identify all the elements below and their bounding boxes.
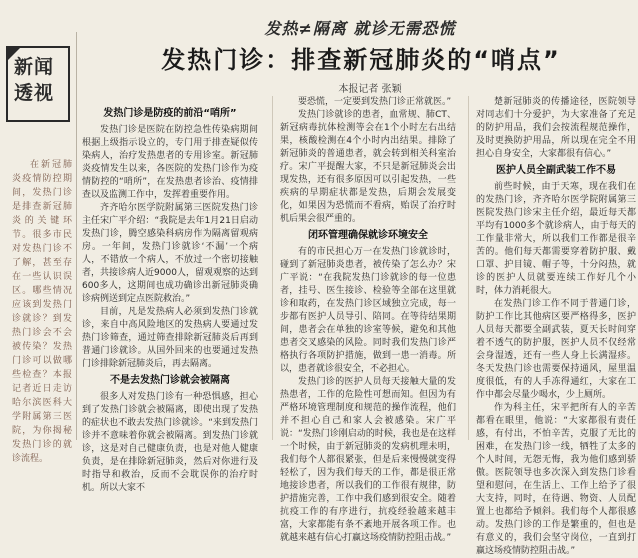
kicker-title: 发热≠隔离 就诊无需恐慌 <box>264 19 456 38</box>
left-rail <box>4 32 77 464</box>
paragraph: 作为科主任，宋平把所有人的辛苦都看在眼里，他说：“大家都很有责任感，有付出，不怕辛苦，克服了无比的困难，在发热门诊一线，牺牲了太多的个人时间，无怨无悔，我为他们感到骄傲。医院领导也多次深入到发热门诊看望和慰问，在生活上、工作上给予了很大支持，同时，在待遇、物资、人员配置上也都给予倾斜。我们每个人都很感动。发热门诊的工作是繁重的，但也是有意义的，我们会坚守岗位，一直到打赢这场疫情防控阻击战。” <box>476 403 636 556</box>
paragraph: 前些时候，由于天寒，现在我们在的发热门诊，齐齐哈尔医学院附属第三医院发热门诊宋主任介绍，最近每天都平均有1000多个就诊病人，由于每天的工作量非常大，所以我们工作都是很辛苦的。他们每天都需要穿着防护服、戴口罩、护目镜、帽子等，十分闷热，就诊的医护人员就要连续工作好几个小时，体力消耗很大。 <box>476 182 636 296</box>
rail-summary: 在新冠肺炎疫情防控期间，发热门诊是排查新冠肺炎的关键环节。很多市民对发热门诊不了解，甚至存在一些认识误区。哪些情况应该到发热门诊就诊？到发热门诊会不会被传染？发热门诊可以做哪些检查？本报记者近日走访哈尔滨医科大学附属第三医院，为你揭秘发热门诊的就诊流程。 <box>12 160 72 464</box>
section-badge <box>6 46 70 122</box>
badge-line-2: 透视 <box>14 82 55 104</box>
subheading: 不是去发热门诊就会被隔离 <box>110 375 230 386</box>
headline: 发热门诊：排查新冠肺炎的“哨点” <box>161 46 561 74</box>
article-column-1 <box>82 104 258 493</box>
badge-line-1: 新闻 <box>14 56 55 78</box>
byline: 本报记者 张颖 <box>338 84 402 95</box>
paragraph: 要恐慌，一定要到发热门诊正常就医。” <box>298 97 452 107</box>
paragraph: 发热门诊是医院在防控急性传染病期间根据上级指示设立的，专门用于排查疑似传染病人，治疗发热患者的专用诊室。新冠肺炎疫情发生以来，各医院的发热门诊作为疫情防控的“哨所”，在发热患者诊治、疫情排查以及监测工作中，发挥着重要作用。 <box>82 125 258 200</box>
subheading: 发热门诊是防疫的前沿“哨所” <box>103 108 237 119</box>
subheading: 医护人员全副武装工作不易 <box>496 165 616 176</box>
paragraph: 在发热门诊工作不同于普通门诊，防护工作比其他病区要严格得多，医护人员每天都要全副武装，夏天长时间穿着不透气的防护服，医护人员不仅经常会身湿透，还有一些人身上长满湿疹。冬天发热门诊也需要保持通风，屋里温度很低，有的人手冻得通红，大家在工作中都会尽量少喝水，少上厕所。 <box>476 299 636 400</box>
column-divider <box>468 96 469 440</box>
paragraph: 目前，凡是发热病人必须到发热门诊就诊，来自中高风险地区的发热病人要通过发热门诊筛查，通过筛查排除新冠肺炎后再到普通门诊就诊。从国外回来的也要通过发热门诊排除新冠肺炎后，再去隔离。 <box>82 307 258 369</box>
article-column-3 <box>476 96 636 556</box>
paragraph: 楚新冠肺炎的传播途径，医院领导对同志们十分爱护，为大家准备了充足的防护用品，我们会按流程规范操作，及时更换防护用品，所以现在完全不用担心自身安全，大家都很有信心。” <box>476 97 636 159</box>
paragraph: 发热门诊的医护人员每天接触大量的发热患者，工作的危险性可想而知。但因为有严格环境管理制度和规范的操作流程，他们并不担心自己和家人会被感染。宋广平说：“发热门诊刚启动的时候，我也是在这样一个时候，由于新冠肺炎的发病机理未明，我们每个人都很紧张，但是后来慢慢就变得轻松了，因为我们每天的工作，都是很正常地接诊患者，所以我们的工作很有规律，防护措施完善，工作中我们感到很安全。随着抗疫工作的有序进行，抗疫经验越来越丰富，大家都能有条不紊地开展各项工作。也就越来越有信心打赢这场疫情防控阻击战。” <box>280 377 456 543</box>
column-divider <box>272 96 273 440</box>
paragraph: 发热门诊就诊的患者，血常规、肺CT、新冠病毒抗体检测等会在1个小时左右出结果，核酸检测在4个小时内出结果。排除了新冠肺炎的普通患者，就会转到相关科室治疗。宋广平提醒大家，不只是新冠肺炎会出现发热，还有很多原因可以引起发热，一些疾病的早期症状都是发热，后期会发展变化，如果因为恐慌而不看病，贻误了治疗时机后果会很严重的。 <box>280 110 456 224</box>
paragraph: 齐齐哈尔医学院附属第三医院发热门诊主任宋广平介绍：“我院是去年1月21日启动发热门诊，腾空感染科病房作为隔离留观病房。一年间，发热门诊就诊‘不漏’一个病人，不错放一个病人，不放过一个密切接触者，共接诊病人近9000人，留观观察的达到600多人，这期间也成功确诊出新冠肺炎确诊病例送到定点医院救治。” <box>82 203 258 304</box>
paragraph: 有的市民担心万一在发热门诊就诊时，碰到了新冠肺炎患者，被传染了怎么办？宋广平说：“在我院发热门诊就诊的每一位患者，挂号、医生接诊、检验等全部在这里就诊和取药，在发热门诊区域独立完成，每一步都有医护人员导引、陪同。在等待结果期间，患者会在单独的诊室等候，避免和其他患者交叉感染的风险。同时我们发热门诊严格执行各项防护措施，做到一患一消毒。所以，患者就诊很安全，不必担心。 <box>280 247 456 374</box>
paragraph: 很多人对发热门诊有一种恐惧感，担心到了发热门诊就会被隔离，即使出现了发热的症状也不敢去发热门诊就诊。“来到发热门诊并不意味着你就会被隔离。到发热门诊就诊，这是对自己健康负责，也是对他人健康负责，是在排除新冠肺炎，然后对你进行及时指导和救治，反而不会耽误你的治疗时机。所以大家不 <box>82 392 258 493</box>
subheading: 闭环管理确保就诊环境安全 <box>308 230 428 241</box>
article-column-2 <box>280 96 456 543</box>
